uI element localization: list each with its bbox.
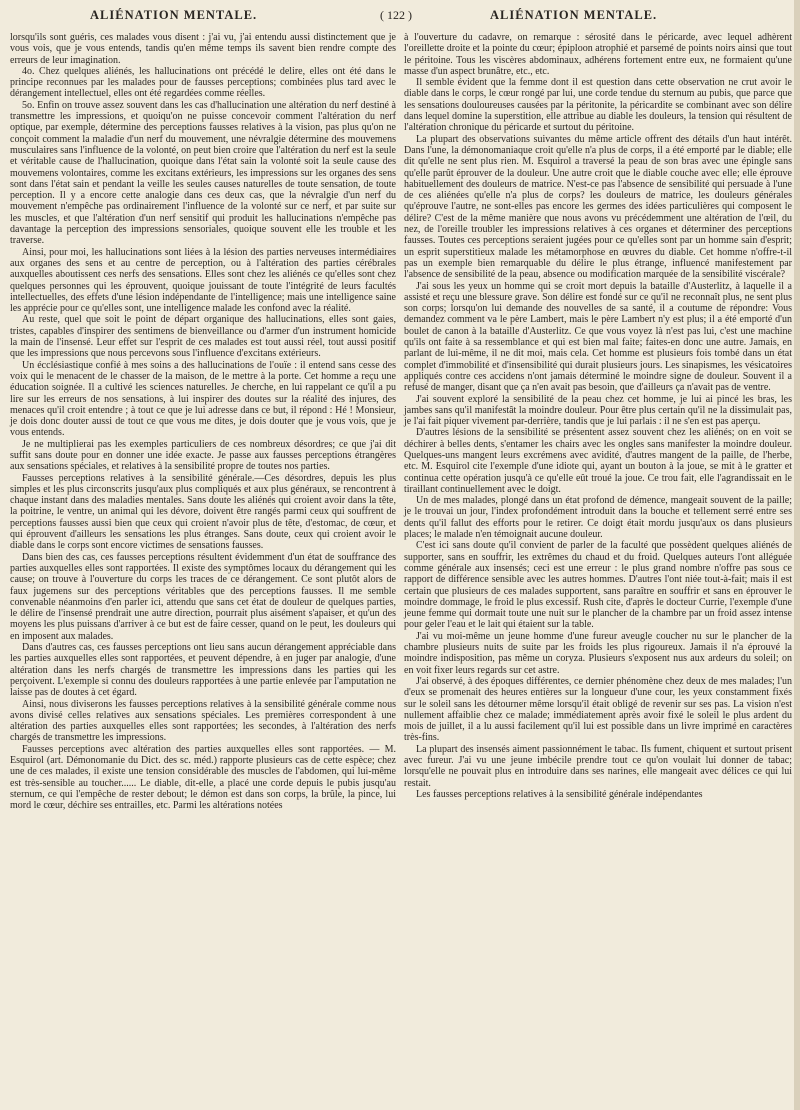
paragraph: Les fausses perceptions relatives à la sensibilité générale indépendantes <box>416 788 703 800</box>
paragraph: D'autres lésions de la sensibilité se présentent assez souvent chez les aliénés; on en voit se déchirer à belles dents, s'entamer les chairs avec les ongles sans manifester la moindre douleur. Quelques-uns mangent leurs excrémens avec avidité, d'autres mangent de la paille, de l'herbe, etc. M. Esquirol cite l'exemple d'une idiote qui, ayant un bouton à la joue, se mit à le gratter et continua cette opération jusqu'à ce qu'elle eût troué la joue. Ce trou fait, elle l'agrandissait en le tiraillant continuellement avec le doigt. <box>404 427 792 495</box>
right-text-column <box>404 32 792 800</box>
running-header-right: ALIÉNATION MENTALE. <box>490 8 658 22</box>
paragraph: C'est ici sans doute qu'il convient de parler de la faculté que possèdent quelques aliénés de supporter, sans en souffrir, les extrêmes du chaud et du froid. Quelques auteurs l'ont alléguée comme générale aux insensés; ceci est une erreur : le plus grand nombre n'offre pas sous ce rapport de différence sensible avec les autres hommes. D'autres l'ont niée tout-à-fait; mais il est certain que plusieurs de ces malades supportent, sans paraître en souffrir et sans en éprouver le moindre dommage, le froid le plus excessif. Rush cite, d'après le docteur Currie, l'exemple d'une jeune femme qui dormait toute une nuit sur le plancher de la chambre par un froid assez intense pour geler l'eau et le lait qui étaient sur la table. <box>404 540 792 631</box>
paragraph: J'ai vu moi-même un jeune homme d'une fureur aveugle coucher nu sur le plancher de la chambre plusieurs nuits de suite par les froids les plus rigoureux. Jamais il n'a éprouvé la moindre indisposition, pas même un coryza. Plusieurs s'exposent nus aux ardeurs du soleil; on en voit fixer leurs regards sur cet astre. <box>404 630 792 676</box>
paragraph: J'ai observé, à des époques différentes, ce dernier phénomène chez deux de mes malades; l'un d'eux se promenait des heures entières sur la longueur d'une cour, les yeux constamment fixés sur le soleil sans les détourner même lorsqu'il était obligé de revenir sur ses pas. La vision n'est nullement affaiblie chez ce malade; immédiatement après avoir fixé le soleil le plus ardent du mois de juillet, il a lu aussi facilement qu'il lui est possible dans un livre imprimé en caractères très-fins. <box>404 675 792 744</box>
paragraph: lorsqu'ils sont guéris, ces malades vous disent : j'ai vu, j'ai entendu aussi distinctement que je vous vois, que je vous entends, tandis qu'en même temps ils savent bien rendre compte des erreurs de leur imagination. <box>10 32 396 66</box>
paragraph: Ainsi, nous diviserons les fausses perceptions relatives à la sensibilité générale comme nous avons divisé celles relatives aux sensations spéciales. Les premières correspondent à une altération des parties auxquelles elles sont rapportées; les secondes, à l'altération des nerfs chargés de transmettre les impressions. <box>10 698 396 744</box>
paragraph: à l'ouverture du cadavre, on remarque : sérosité dans le péricarde, avec lequel adhèrent l'oreillette droite et la pointe du cœur; épiploon atrophié et parsemé de points noirs ainsi que tout le péritoine. Tous les viscères abdominaux, adhérens fortement entre eux, ne formaient qu'une masse d'un aspect brunâtre, etc., etc. <box>404 32 792 77</box>
page-edge-shadow <box>794 0 800 1110</box>
page-number: ( 122 ) <box>380 8 412 22</box>
paragraph: 5o. Enfin on trouve assez souvent dans les cas d'hallucination une altération du nerf destiné à transmettre les impressions, et quoiqu'on ne puisse concevoir comment l'altération du nerf optique, par exemple, détermine des perceptions fausses relatives à la vision, pas plus qu'on ne conçoit comment la maladie d'un nerf du mouvement, une névralgie détermine des mouvemens musculaires sans l'influence de la volonté, on peut bien croire que l'altération du nerf est la seule et véritable cause de l'hallucination, quoique dans l'état sain la volonté soit la seule cause des mouvemens volontaires, comme les excitans extérieurs, les impressions sur les organes des sens sont dans l'état sain et pendant la veille les seules causes naturelles de toute sensation, de toute perception. Il y a encore cette analogie dans ces deux cas, que la névralgie d'un nerf du mouvement n'empêche pas ordinairement l'influence de la volonté sur ce nerf, et par suite sur les muscles, et que l'altération d'un nerf sensitif qui produit les hallucinations n'empêche pas davantage la perception des impressions sensoriales, quoique souvent elle les trouble et les traverse. <box>10 99 396 247</box>
paragraph: J'ai sous les yeux un homme qui se croit mort depuis la bataille d'Austerlitz, à laquelle il a assisté et reçu une blessure grave. Son délire est fondé sur ce qu'il ne reconnaît plus, ne sent plus son corps; lorsqu'on lui demande des nouvelles de sa santé, il a coutume de répondre: Vous demandez comment va le père Lambert, mais le père Lambert n'y est plus; il a été emporté d'un boulet de canon à la bataille d'Austerlitz. Ce que vous voyez là n'est pas lui, c'est une machine qu'ils ont faite à sa ressemblance et qui est bien mal faite; faites-en donc une autre. Jamais, en parlant de lui-même, il ne dit moi, mais cela. Cet homme est plusieurs fois tombé dans un état complet d'immobilité et d'insensibilité qui durait plusieurs jours. Les sinapismes, les vésicatoires appliqués contre ces accidens n'ont jamais déterminé le moindre signe de douleur. Souvent il a refusé de manger, disant que ça n'en avait pas besoin, que d'ailleurs ça n'avait pas de ventre. <box>404 280 792 394</box>
paragraph: Dans bien des cas, ces fausses perceptions résultent évidemment d'un état de souffrance des parties auxquelles elles sont rapportées. Il existe des symptômes locaux du dérangement qui les cause; on trouve à l'ouverture du corps les traces de ce dérangement. Ce sont plutôt alors de faux jugemens sur des perceptions véritables que des perceptions fausses. Il me semble convenable néanmoins d'en parler ici, attendu que sans cet état de douleur de quelques parties, le délire de l'insensé prendrait une autre direction, pourrait plus aisément s'apaiser, et qu'un des moyens les plus puissans d'arriver à ce but est de faire cesser, quand on le peut, les douleurs qui en imposent aux malades. <box>10 551 396 642</box>
paragraph: 4o. Chez quelques aliénés, les hallucinations ont précédé le delire, elles ont été dans le principe reconnues par les malades pour de fausses perceptions; combinées plus tard avec le dérangement intellectuel, elles ont été regardées comme réelles. <box>10 65 396 100</box>
paragraph: J'ai souvent exploré la sensibilité de la peau chez cet homme, je lui ai pincé les bras, les jambes sans qu'il manifestât la moindre douleur. Pour être plus certain qu'il ne la dissimulait pas, je l'ai fait piquer vivement par-derrière, tandis que je lui parlais : il ne s'en est pas aperçu. <box>404 393 792 428</box>
paragraph: Un de mes malades, plongé dans un état profond de démence, mangeait souvent de la paille; je le trouvai un jour, l'index profondément introduit dans la bouche et tellement serré entre ses dents qu'il fallut des efforts pour le retirer. Ce doigt était mordu jusqu'aux os dans plusieurs places; le malade n'en témoignait aucune douleur. <box>404 495 792 541</box>
paragraph: Ainsi, pour moi, les hallucinations sont liées à la lésion des parties nerveuses intermédiaires aux organes des sens et au centre de perception, ou à l'altération des parties cérébrales auxquelles aboutissent ces nerfs des sensations. Elles sont chez les aliénés ce qu'elles sont chez quelques personnes qui les éprouvent, quoique jouissant de toute l'intégrité de leurs facultés intellectuelles, des effets d'une lésion indépendante de l'intelligence; mais une intelligence saine les apprécie pour ce qu'elles sont, une intelligence malade les confond avec la réalité. <box>10 246 396 315</box>
paragraph: Je ne multiplierai pas les exemples particuliers de ces nombreux désordres; ce que j'ai dit suffit sans doute pour en donner une idée exacte. Je passe aux fausses perceptions étrangères aux sensations spéciales, et relatives à la sensibilité propre de toutes nos parties. <box>10 438 396 473</box>
paragraph: Fausses perceptions relatives à la sensibilité générale.—Ces désordres, depuis les plus simples et les plus circonscrits jusqu'aux plus compliqués et aux plus généraux, se rencontrent à chaque instant dans des maladies mentales. Sans doute les aliénés qui croient avoir dans la tête, la poitrine, le ventre, un animal qui les dévore, doivent être rangés parmi ceux qui souffrent de perceptions fausses aussi bien que ceux qui croient n'avoir plus de tête, d'estomac, de cœur, et qui éprouvent d'ailleurs les sensations les plus étranges. Sans doute, ceux qui croient avoir le diable dans le corps sont encore victimes de sensations fausses. <box>10 472 396 552</box>
paragraph: La plupart des insensés aiment passionnément le tabac. Ils fument, chiquent et surtout prisent avec fureur. J'ai vu une jeune imbécile prendre tout ce qu'on voulait lui donner de tabac; lorsqu'elle ne pouvait plus en introduire dans ses narines, elle mangeait avec délices ce qui lui restait. <box>404 743 792 789</box>
paragraph: La plupart des observations suivantes du même article offrent des détails d'un haut intérêt. Dans l'une, la démonomaniaque croit qu'elle n'a plus de corps, il a été emporté par le diable; elle dit qu'elle ne sent plus rien. M. Esquirol a traversé la peau de son bras avec une épingle sans qu'elle parût éprouver de la douleur. Une autre croit que le diable couche avec elle; elle éprouve habituellement des douleurs de matrice. N'est-ce pas l'absence de sensibilité qui persuade à l'une de ces aliénées qu'elle n'a plus de corps? les douleurs de matrice, les douleurs générales qu'éprouve l'autre, ne sont-elles pas encore les germes des idées particulières qui composent le délire? C'est de la même manière que nous avons vu précédemment une altération de l'œil, du nez, de l'oreille troubler les impressions relatives à ces organes et déterminer des perceptions fausses. Toutes ces perceptions seraient jugées pour ce qu'elles sont par un homme sain d'esprit; un esprit superstitieux malade les métamorphose en œuvres du diable. Cet homme n'offre-t-il pas un exemple bien remarquable du délire le plus étrange, influencé manifestement par l'absence de sensibilité de la peau, absence ou modification marquée de la sensibilité viscérale? <box>404 133 792 281</box>
paragraph: Il semble évident que la femme dont il est question dans cette observation ne crut avoir le diable dans le corps, le cœur rongé par lui, une corde tendue du sternum au pubis, que parce que les sensations douloureuses causées par la péritonite, la péricardite se combinant avec son délire dans lequel domine la superstition, elle attribue au diable les douleurs, la tension qui résultent de l'altération chronique du péricarde et surtout du péritoine. <box>404 77 792 134</box>
left-text-column <box>10 32 396 811</box>
paragraph: Au reste, quel que soit le point de départ organique des hallucinations, elles sont gaies, tristes, capables d'inspirer des sentimens de bienveillance ou d'armer d'un instrument homicide la main de l'insensé. Leur effet sur l'esprit de ces malades est tout aussi réel, tout aussi positif que les impressions que nous percevons sous l'influence d'excitans extérieurs. <box>10 314 396 360</box>
paragraph: Un écclésiastique confié à mes soins a des hallucinations de l'ouïe : il entend sans cesse des voix qui le menacent de le chasser de la maison, de le mettre à la porte. Cet homme a reçu une éducation soignée. Il a cultivé les sciences naturelles. Je cherche, en lui rappelant ce qu'il a pu lire sur les erreurs de nos sensations, à lui inspirer des doutes sur la réalité des injures, des menaces qu'il croit entendre ; à tout ce que je lui adresse dans ce but, il répond : Hé ! Monsieur, je dois donc douter aussi de tout ce que vous me dites, je dois douter que je vous vois, que je vous entends. <box>10 359 396 439</box>
running-header-left: ALIÉNATION MENTALE. <box>90 8 258 22</box>
paragraph: Dans d'autres cas, ces fausses perceptions ont lieu sans aucun dérangement appréciable dans les parties auxquelles elles sont rapportées, et peuvent dépendre, à en juger par analogie, d'une altération dans les nerfs chargés de transmettre les impressions dans les parties qui les perçoivent. L'exemple si connu des douleurs rapportées à une partie enlevée par l'amputation ne laisse pas de doutes à cet égard. <box>10 642 396 699</box>
paragraph: Fausses perceptions avec altération des parties auxquelles elles sont rapportées. — M. Esquirol (art. Démonomanie du Dict. des sc. méd.) rapporte plusieurs cas de cette espèce; chez une de ces malades, il existe une tension considérable des muscles de l'abdomen, qui lui-même est très-sensible au toucher...... Le diable, dit-elle, a placé une corde depuis le pubis jusqu'au sternum, ce qui l'empêche de rester debout; le démon est dans son corps, la brûle, la pince, lui mord le cœur, déchire ses entrailles, etc. Parmi les altérations notées <box>10 743 396 812</box>
